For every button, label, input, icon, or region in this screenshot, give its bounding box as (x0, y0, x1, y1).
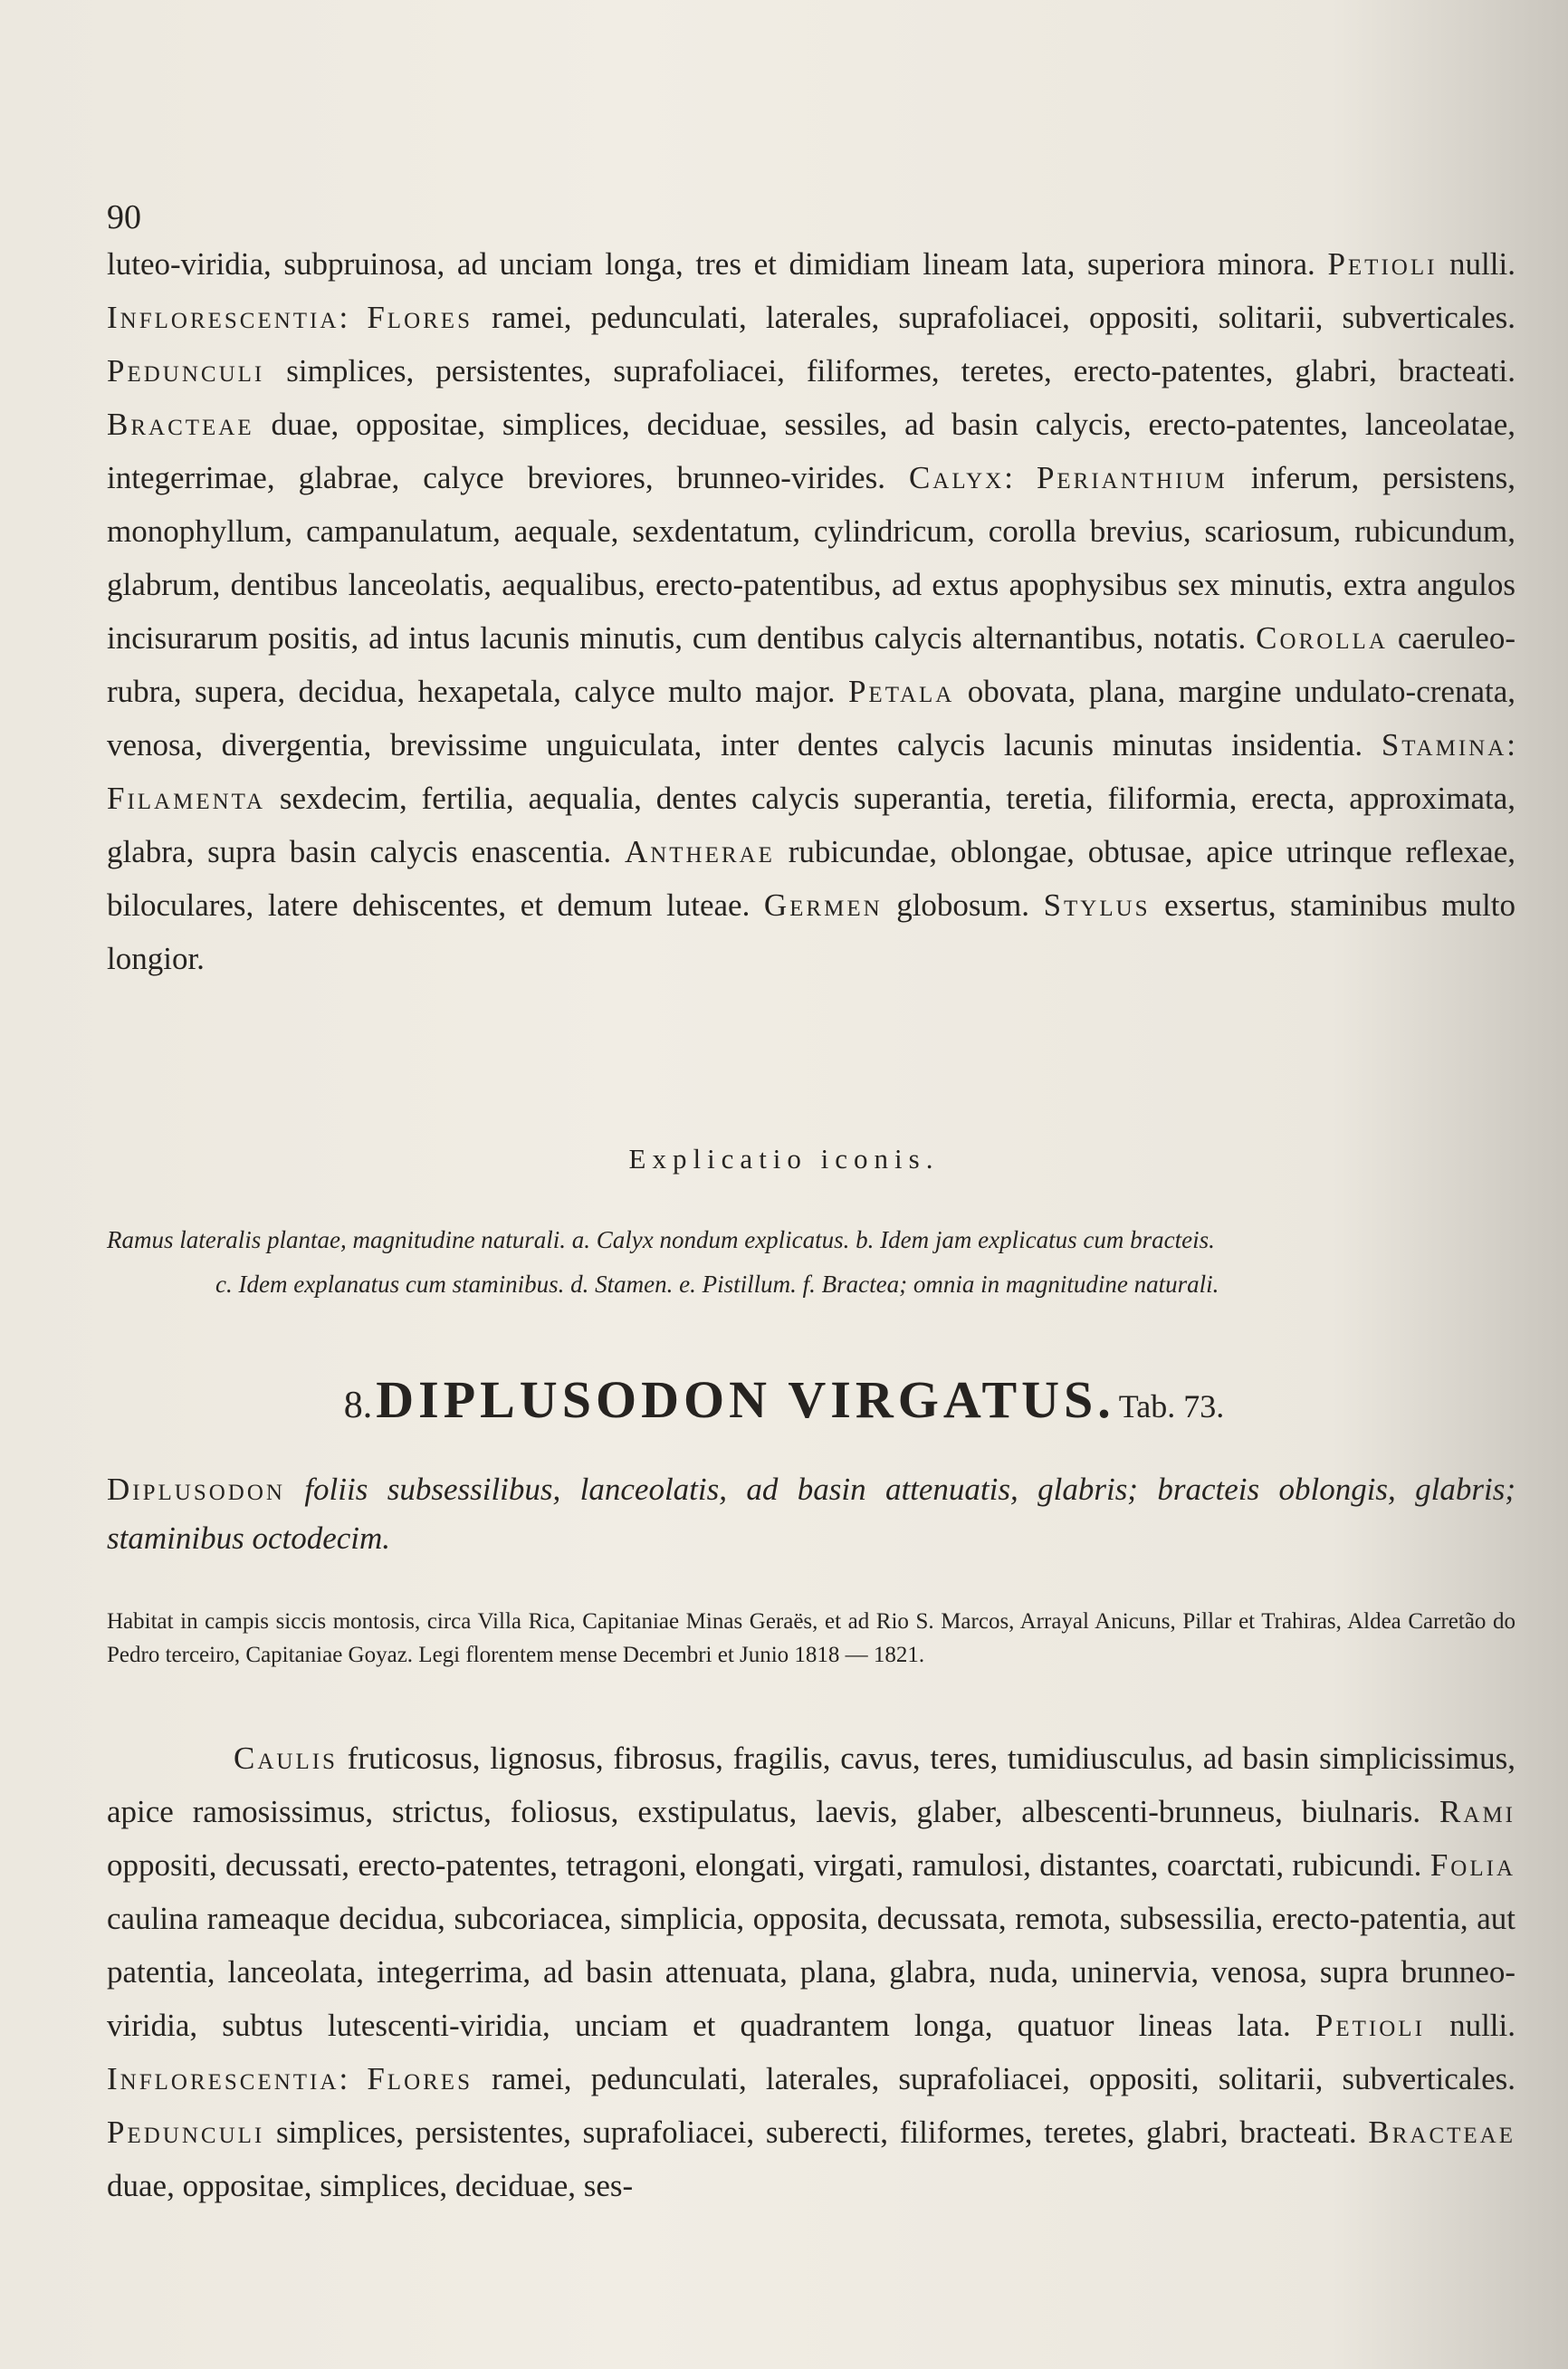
term-folia: Folia (1429, 1847, 1515, 1883)
text-run: exsertus, staminibus multo longior. (107, 887, 1515, 976)
term-stylus: Stylus (1043, 887, 1151, 923)
diagnosis-text: foliis subsessilibus, lanceolatis, ad basin attenuatis, glabris; bracteis oblongis, glabris; staminibus octodecim. (107, 1472, 1516, 1556)
species-name: DIPLUSODON VIRGATUS. (376, 1370, 1115, 1429)
paragraph (107, 1731, 1515, 2212)
term-flores: Flores (367, 2061, 473, 2096)
term-pedunculi: Pedunculi (107, 353, 265, 388)
text-run: : (339, 300, 368, 335)
text-run: luteo-viridia, subpruinosa, ad unciam longa, tres et dimidiam lineam lata, superiora minora. (107, 246, 1328, 282)
species-heading (0, 1369, 1568, 1430)
diagnosis (107, 1465, 1515, 1563)
diagnosis-genus: Diplusodon (107, 1472, 285, 1507)
term-germen: Germen (763, 887, 883, 923)
explicatio-text (107, 1218, 1515, 1307)
term-bracteae: Bracteae (1368, 2115, 1515, 2150)
text-run: : (1506, 727, 1515, 762)
term-petala: Petala (847, 674, 955, 709)
species-number: 8. (343, 1385, 373, 1426)
text-run: oppositi, decussati, erecto-patentes, tetragoni, elongati, virgati, ramulosi, distantes, coarctati, rubicundi. (107, 1847, 1430, 1883)
plate-reference: Tab. 73. (1118, 1388, 1225, 1424)
term-inflorescentia: Inflorescentia (107, 300, 339, 335)
text-run: : (1004, 460, 1037, 495)
term-pedunculi: Pedunculi (107, 2115, 265, 2150)
habitat-note: Habitat in campis siccis montosis, circa Villa Rica, Capitaniae Minas Geraës, et ad Rio S. Marcos, Arrayal Anicuns, Pillar et Trahiras, Aldea Carretão do Pedro terceiro, Capitaniae Goyaz. Legi florentem mense Decembri et Junio 1818 — 1821. (107, 1609, 1515, 1667)
paragraph (107, 237, 1515, 985)
text-run: caeruleo-rubra, supera, decidua, hexapetala, calyce multo major. (107, 620, 1515, 709)
term-bracteae: Bracteae (107, 407, 254, 442)
term-petioli: Petioli (1327, 246, 1438, 282)
description-continued (107, 237, 1515, 985)
text-run: fruticosus, lignosus, fibrosus, fragilis, cavus, teres, tumidiusculus, ad basin simplicissimus, apice ramosissimus, strictus, foliosus, exstipulatus, laevis, glaber, albescenti-brunneus, biulnaris. (107, 1741, 1515, 1829)
text-run: globosum. (882, 887, 1044, 923)
term-calyx: Calyx (908, 460, 1005, 495)
term-inflorescentia: Inflorescentia (107, 2061, 339, 2096)
term-perianthium: Perianthium (1036, 460, 1228, 495)
text-run: sexdecim, fertilia, aequalia, dentes calycis superantia, teretia, filiformia, erecta, approximata, glabra, supra basin calycis enascentia. (107, 781, 1515, 869)
term-stamina: Stamina (1381, 727, 1507, 762)
text-run: simplices, persistentes, suprafoliacei, suberecti, filiformes, teretes, glabri, bracteati. (264, 2115, 1369, 2150)
text-run: ramei, pedunculati, laterales, suprafoliacei, oppositi, solitarii, subverticales. (472, 2061, 1515, 2096)
text-run: ramei, pedunculati, laterales, suprafoliacei, oppositi, solitarii, subverticales. (472, 300, 1515, 335)
term-petioli: Petioli (1315, 2008, 1425, 2043)
term-antherae: Antherae (624, 834, 775, 869)
term-caulis: Caulis (234, 1741, 338, 1776)
term-filamenta: Filamenta (107, 781, 265, 816)
text-run: caulina rameaque decidua, subcoriacea, simplicia, opposita, decussata, remota, subsessilia, erecto-patentia, aut patentia, lanceolata, integerrima, ad basin attenuata, plana, glabra, nuda, uninervia, venosa, supra brunneo-viridia, subtus lutescenti-viridia, unciam et quadrantem longa, quatuor lineas lata. (107, 1901, 1515, 2043)
term-corolla: Corolla (1256, 620, 1388, 656)
text-run: : (339, 2061, 368, 2096)
text-run: nulli. (1424, 2008, 1515, 2043)
explicatio-heading: Explicatio iconis. (628, 1143, 940, 1175)
text-run: duae, oppositae, simplices, deciduae, ses- (107, 2168, 634, 2203)
species-description (107, 1731, 1515, 2212)
text-run: nulli. (1437, 246, 1515, 282)
text-run: simplices, persistentes, suprafoliacei, filiformes, teretes, erecto-patentes, glabri, bracteati. (264, 353, 1515, 388)
text-run: duae, oppositae, simplices, deciduae, sessiles, ad basin calycis, erecto-patentes, lanceolatae, integerrimae, glabrae, calyce breviores, brunneo-virides. (107, 407, 1515, 495)
term-rami: Rami (1439, 1794, 1515, 1829)
text-run: rubicundae, oblongae, obtusae, apice utrinque reflexae, biloculares, latere dehiscentes, et demum luteae. (107, 834, 1515, 923)
term-flores: Flores (367, 300, 473, 335)
text-run: inferum, persistens, monophyllum, campanulatum, aequale, sexdentatum, cylindricum, corolla brevius, scariosum, rubicundum, glabrum, dentibus lanceolatis, aequalibus, erecto-patentibus, ad extus apophysibus sex minutis, extra angulos incisurarum positis, ad intus lacunis minutis, cum dentibus calycis alternantibus, notatis. (107, 460, 1516, 656)
page-number: 90 (107, 198, 141, 236)
text-run: obovata, plana, margine undulato-crenata, venosa, divergentia, brevissime unguiculata, inter dentes calycis lacunis minutas insidentia. (107, 674, 1515, 762)
explicatio-line: Ramus lateralis plantae, magnitudine naturali. a. Calyx nondum explicatus. b. Idem jam explicatus cum bracteis. (107, 1226, 1215, 1253)
explicatio-line: c. Idem explanatus cum staminibus. d. Stamen. e. Pistillum. f. Bractea; omnia in magnitudine naturali. (215, 1271, 1219, 1298)
